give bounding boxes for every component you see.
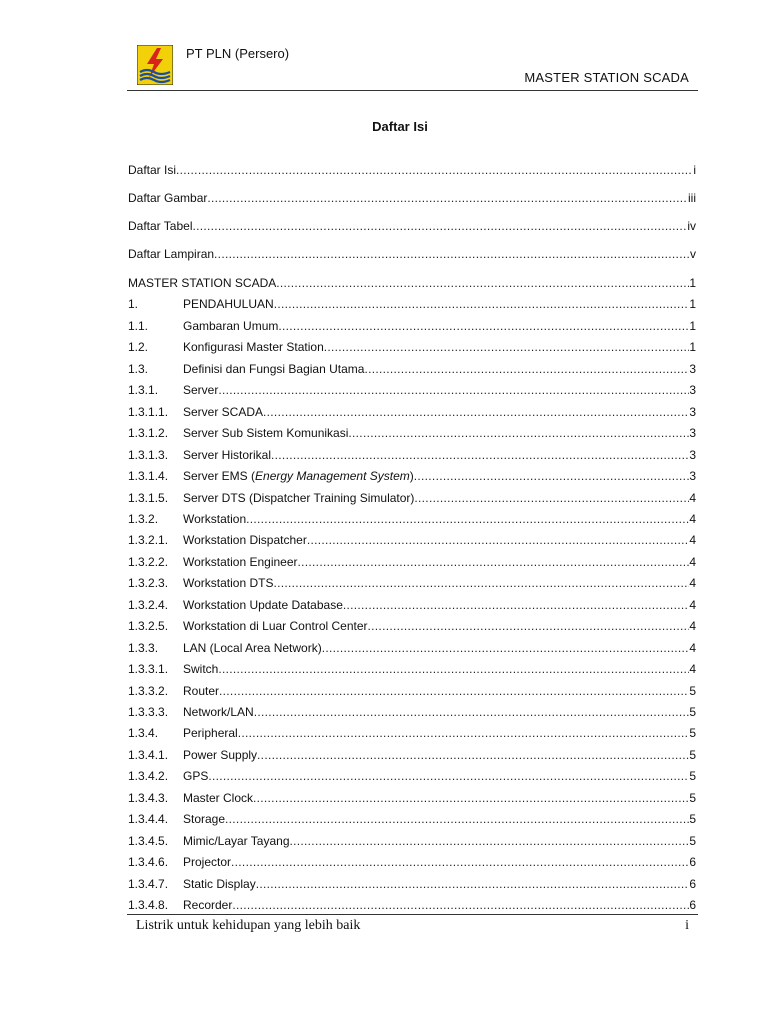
toc-entry-title: Recorder	[183, 898, 233, 913]
toc-entry-page: 6	[689, 855, 696, 870]
toc-entry-number: 1.3.4.	[128, 726, 159, 741]
toc-entry-page: 4	[689, 619, 696, 634]
toc-entry-page: 1	[689, 340, 696, 355]
toc-entry-page: 5	[689, 833, 696, 848]
toc-entry-title: Mimic/Layar Tayang	[183, 833, 290, 848]
toc-entry-title: LAN (Local Area Network)	[183, 640, 322, 655]
toc-leader-dots	[368, 619, 690, 633]
toc-leader-dots	[176, 163, 693, 177]
toc-entry-number: 1.3.	[128, 361, 149, 376]
toc-entry[interactable]	[128, 877, 696, 893]
toc-entry-title: Daftar Tabel	[128, 219, 193, 233]
toc-entry-title: Server Sub Sistem Komunikasi	[183, 426, 349, 441]
toc-entry-title: Workstation DTS	[183, 576, 274, 591]
toc-entry-page: iii	[688, 191, 696, 205]
toc-entry-page: 5	[689, 769, 696, 784]
toc-entry[interactable]	[128, 362, 696, 378]
toc-entry[interactable]	[128, 297, 696, 313]
document-title: MASTER STATION SCADA	[524, 70, 689, 85]
toc-entry-title: Server	[183, 383, 219, 398]
toc-entry[interactable]	[128, 748, 696, 764]
toc-entry-page: 4	[689, 490, 696, 505]
pln-logo-icon	[137, 45, 173, 85]
toc-entry-title: Workstation di Luar Control Center	[183, 619, 368, 634]
toc-leader-dots	[322, 641, 690, 655]
toc-entry-title: Router	[183, 683, 220, 698]
toc-entry-title: Workstation Engineer	[183, 554, 298, 569]
toc-entry-number: 1.3.4.2.	[128, 769, 169, 784]
toc-entry-title: Power Supply	[183, 747, 258, 762]
toc-entry-number: 1.3.2.	[128, 511, 159, 526]
header-divider	[127, 90, 698, 91]
toc-entry-page: 6	[689, 876, 696, 891]
toc-entry[interactable]	[128, 247, 696, 263]
toc-leader-dots	[257, 748, 689, 762]
toc-entry-number: 1.3.1.4.	[128, 469, 169, 484]
toc-heading: Daftar Isi	[372, 119, 428, 134]
toc-entry-title: Workstation Dispatcher	[183, 533, 307, 548]
toc-entry-title: Daftar Gambar	[128, 191, 208, 205]
toc-entry[interactable]	[128, 491, 696, 507]
toc-leader-dots	[207, 191, 688, 205]
toc-entry-page: 3	[689, 426, 696, 441]
toc-leader-dots	[414, 469, 690, 483]
toc-entry[interactable]	[128, 555, 696, 571]
toc-entry-number: 1.3.1.1.	[128, 404, 169, 419]
toc-leader-dots	[192, 219, 687, 233]
footer-page-number: i	[685, 918, 689, 933]
toc-entry[interactable]	[128, 163, 696, 179]
toc-entry-page: 3	[689, 361, 696, 376]
toc-entry[interactable]	[128, 469, 696, 485]
toc-entry[interactable]	[128, 898, 696, 914]
toc-entry[interactable]	[128, 383, 696, 399]
toc-entry-title: Gambaran Umum	[183, 318, 279, 333]
toc-leader-dots	[246, 512, 689, 526]
toc-entry-title: Peripheral	[183, 726, 238, 741]
toc-entry-title: Network/LAN	[183, 705, 254, 719]
toc-entry-page: i	[693, 163, 696, 177]
toc-entry[interactable]	[128, 641, 696, 657]
footer-divider	[127, 914, 698, 915]
toc-entry-title: Server EMS (Energy Management System)	[183, 469, 414, 484]
toc-entry[interactable]	[128, 769, 696, 785]
toc-entry-number: 1.3.4.5.	[128, 833, 169, 848]
toc-entry-title: Static Display	[183, 876, 256, 891]
toc-entry-page: 4	[689, 640, 696, 655]
toc-entry[interactable]	[128, 319, 696, 335]
toc-entry-title: Server SCADA	[183, 404, 264, 419]
toc-entry-number: 1.3.1.5.	[128, 490, 169, 505]
toc-entry-page: 4	[689, 576, 696, 591]
toc-leader-dots	[208, 769, 689, 783]
toc-entry-page: 4	[689, 662, 696, 677]
toc-entry[interactable]	[128, 812, 696, 828]
toc-entry-page: 3	[689, 383, 696, 398]
toc-entry[interactable]	[128, 533, 696, 549]
toc-leader-dots	[307, 533, 689, 547]
toc-leader-dots	[256, 877, 690, 891]
toc-leader-dots	[343, 598, 689, 612]
toc-entry-page: 3	[689, 469, 696, 484]
toc-leader-dots	[273, 576, 689, 590]
toc-entry-number: 1.3.3.2.	[128, 683, 169, 698]
toc-entry-number: 1.3.3.	[128, 640, 159, 655]
toc-leader-dots	[232, 898, 689, 912]
toc-entry[interactable]	[128, 791, 696, 807]
toc-entry-title: Workstation Update Database	[183, 597, 343, 612]
toc-entry-number: 1.3.4.3.	[128, 790, 169, 805]
toc-entry[interactable]	[128, 726, 696, 742]
toc-entry-title: Master Clock	[183, 790, 254, 805]
toc-entry-title: Projector	[183, 855, 232, 870]
toc-entry-number: 1.3.2.5.	[128, 619, 169, 634]
toc-entry-number: 1.	[128, 297, 139, 312]
toc-entry-number: 1.3.1.3.	[128, 447, 169, 462]
toc-entry-number: 1.3.2.3.	[128, 576, 169, 591]
toc-entry-title: Daftar Lampiran	[128, 247, 215, 261]
toc-entry-page: 1	[689, 297, 696, 312]
toc-leader-dots	[298, 555, 690, 569]
toc-entry-page: 5	[689, 812, 696, 827]
toc-entry-page: 3	[689, 404, 696, 419]
toc-entry-title: PENDAHULUAN	[183, 297, 274, 312]
toc-entry-title: Switch	[183, 662, 219, 677]
toc-leader-dots	[225, 812, 689, 826]
toc-entry-page: 5	[689, 747, 696, 762]
toc-entry[interactable]	[128, 276, 696, 292]
toc-entry-page: 4	[689, 533, 696, 548]
toc-entry-number: 1.3.1.	[128, 383, 159, 398]
toc-leader-dots	[253, 791, 689, 805]
toc-entry-page: 4	[689, 554, 696, 569]
toc-leader-dots	[278, 319, 689, 333]
toc-entry[interactable]	[128, 405, 696, 421]
toc-leader-dots	[218, 383, 689, 397]
toc-entry-number: 1.3.3.1.	[128, 662, 169, 677]
toc-leader-dots	[274, 297, 690, 311]
toc-entry-page: 5	[689, 705, 696, 719]
company-name: PT PLN (Persero)	[186, 46, 290, 61]
toc-entry[interactable]	[128, 191, 696, 207]
toc-entry[interactable]	[128, 834, 696, 850]
toc-entry[interactable]	[128, 705, 696, 721]
toc-leader-dots	[348, 426, 689, 440]
toc-entry-number: 1.3.4.7.	[128, 876, 169, 891]
toc-entry-number: 1.3.4.1.	[128, 747, 169, 762]
toc-leader-dots	[290, 834, 690, 848]
footer-slogan: Listrik untuk kehidupan yang lebih baik	[136, 918, 361, 933]
toc-entry-title: Storage	[183, 812, 226, 827]
toc-entry-number: 1.3.2.1.	[128, 533, 169, 548]
toc-entry-title: Workstation	[183, 511, 247, 526]
toc-entry-title: Konfigurasi Master Station	[183, 340, 324, 355]
toc-entry[interactable]	[128, 619, 696, 635]
toc-leader-dots	[271, 448, 689, 462]
toc-entry-title: Server Historikal	[183, 447, 272, 462]
toc-entry[interactable]	[128, 448, 696, 464]
toc-leader-dots	[238, 726, 690, 740]
toc-entry-number: 1.3.4.4.	[128, 812, 169, 827]
toc-entry[interactable]	[128, 340, 696, 356]
toc-leader-dots	[364, 362, 689, 376]
toc-leader-dots	[276, 276, 689, 290]
toc-entry-number: 1.3.2.4.	[128, 597, 169, 612]
toc-entry-page: v	[690, 247, 696, 261]
toc-entry-page: 5	[689, 790, 696, 805]
toc-entry-title: GPS	[183, 769, 209, 784]
toc-leader-dots	[414, 491, 689, 505]
toc-entry-title: MASTER STATION SCADA	[128, 276, 277, 290]
toc-entry-number: 1.2.	[128, 340, 149, 355]
toc-entry-page: 5	[689, 726, 696, 741]
toc-leader-dots	[231, 855, 689, 869]
toc-leader-dots	[219, 684, 689, 698]
toc-entry[interactable]	[128, 598, 696, 614]
toc-leader-dots	[214, 247, 690, 261]
toc-entry-number: 1.3.4.6.	[128, 855, 169, 870]
toc-entry-page: 6	[689, 898, 696, 913]
toc-leader-dots	[218, 662, 689, 676]
toc-entry-title: Server DTS (Dispatcher Training Simulator)	[183, 490, 415, 505]
toc-entry-number: 1.3.4.8.	[128, 898, 169, 913]
toc-entry[interactable]	[128, 855, 696, 871]
toc-entry-page: 4	[689, 597, 696, 612]
toc-entry-page: 4	[689, 511, 696, 526]
toc-leader-dots	[263, 405, 689, 419]
toc-entry[interactable]	[128, 576, 696, 592]
toc-leader-dots	[324, 340, 690, 354]
toc-entry-page: 3	[689, 447, 696, 462]
toc-entry[interactable]	[128, 426, 696, 442]
toc-entry-number: 1.3.1.2.	[128, 426, 169, 441]
toc-entry-number: 1.1.	[128, 318, 149, 333]
toc-entry-page: iv	[687, 219, 696, 233]
toc-entry[interactable]	[128, 662, 696, 678]
toc-entry[interactable]	[128, 512, 696, 528]
toc-entry-number: 1.3.2.2.	[128, 554, 169, 569]
toc-entry[interactable]	[128, 684, 696, 700]
toc-entry-page: 1	[689, 276, 696, 290]
toc-entry[interactable]	[128, 219, 696, 235]
toc-entry-title: Definisi dan Fungsi Bagian Utama	[183, 361, 365, 376]
toc-entry-title: Daftar Isi	[128, 163, 177, 177]
toc-entry-page: 1	[689, 318, 696, 333]
toc-entry-page: 5	[689, 683, 696, 698]
toc-leader-dots	[254, 705, 690, 719]
toc-entry-number: 1.3.3.3.	[128, 705, 169, 719]
